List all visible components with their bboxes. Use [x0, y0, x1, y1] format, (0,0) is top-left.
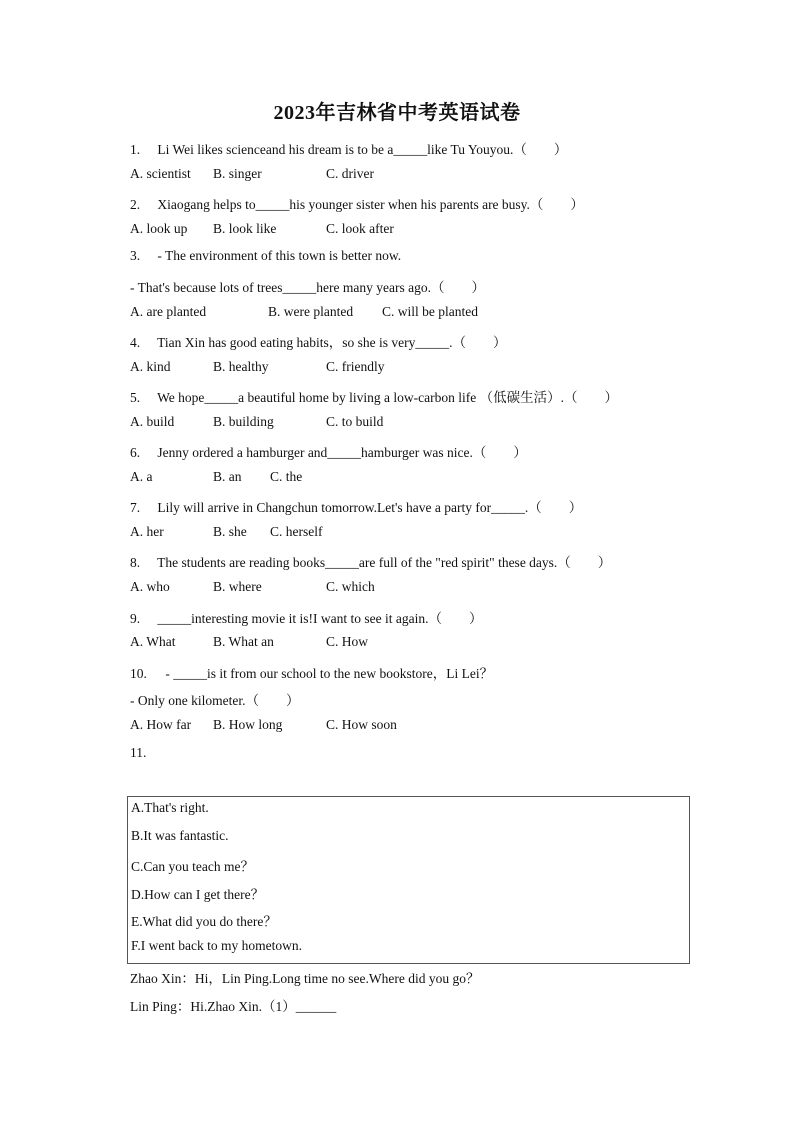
question-3-line-2: - That's because lots of trees_____here many years ago.（ ） [130, 280, 485, 295]
option-a[interactable]: A. kind [130, 359, 171, 374]
option-a[interactable]: A. What [130, 634, 176, 649]
option-b[interactable]: B. What an [213, 634, 274, 649]
question-7 [130, 496, 582, 516]
question-number: 7. [130, 500, 141, 515]
options-box [127, 796, 690, 964]
question-number: 8. [130, 555, 141, 570]
question-number: 9. [130, 611, 141, 626]
option-a[interactable]: A. build [130, 414, 175, 429]
option-b[interactable]: B. singer [213, 166, 262, 181]
option-c[interactable]: C. How soon [326, 717, 397, 732]
question-11 [130, 745, 154, 761]
question-8 [130, 551, 611, 571]
option-b[interactable]: B. healthy [213, 359, 269, 374]
question-text: Lily will arrive in Changchun tomorrow.Let's have a party for_____.（ ） [157, 500, 583, 515]
box-option-b: B.It was fantastic. [131, 828, 229, 843]
question-number: 6. [130, 445, 141, 460]
option-c[interactable]: C. to build [326, 414, 384, 429]
option-a[interactable]: A. How far [130, 717, 192, 732]
option-b[interactable]: B. she [213, 524, 247, 539]
question-4 [130, 331, 507, 351]
question-text: We hope_____a beautiful home by living a low-carbon life （低碳生活）.（ ） [157, 390, 618, 405]
option-c[interactable]: C. herself [270, 524, 323, 539]
question-number: 11. [130, 745, 147, 760]
option-c[interactable]: C. the [270, 469, 303, 484]
box-option-a: A.That's right. [131, 800, 209, 815]
question-number: 4. [130, 335, 141, 350]
option-c[interactable]: C. will be planted [382, 304, 478, 319]
option-a[interactable]: A. scientist [130, 166, 191, 181]
question-3 [130, 248, 401, 264]
question-number: 10. [130, 666, 147, 681]
option-a[interactable]: A. her [130, 524, 164, 539]
question-text: - _____is it from our school to the new bookstore，Li Lei？ [165, 666, 494, 681]
question-number: 3. [130, 248, 141, 263]
page-title: 2023年吉林省中考英语试卷 [273, 102, 521, 124]
question-text: _____interesting movie it is!I want to see it again.（ ） [157, 611, 483, 626]
option-a[interactable]: A. are planted [130, 304, 207, 319]
question-10 [130, 662, 493, 682]
box-option-d: D.How can I get there？ [131, 887, 265, 902]
question-9 [130, 607, 482, 627]
option-a[interactable]: A. a [130, 469, 153, 484]
question-10-line-2: - Only one kilometer.（ ） [130, 693, 300, 708]
question-2 [130, 193, 584, 213]
option-c[interactable]: C. look after [326, 221, 394, 236]
box-option-c: C.Can you teach me？ [131, 859, 254, 874]
option-b[interactable]: B. where [213, 579, 262, 594]
question-text: Xiaogang helps to_____his younger sister when his parents are busy.（ ） [157, 197, 584, 212]
option-b[interactable]: B. building [213, 414, 274, 429]
question-text: The students are reading books_____are full of the "red spirit" these days.（ ） [157, 555, 612, 570]
option-a[interactable]: A. look up [130, 221, 188, 236]
option-c[interactable]: C. driver [326, 166, 374, 181]
box-option-f: F.I went back to my hometown. [131, 938, 303, 953]
question-text: Li Wei likes scienceand his dream is to be a_____like Tu Youyou.（ ） [157, 142, 568, 157]
question-1 [130, 138, 567, 158]
option-b[interactable]: B. were planted [268, 304, 354, 319]
dialog-line-2: Lin Ping：Hi.Zhao Xin.（1）______ [130, 999, 337, 1014]
option-b[interactable]: B. an [213, 469, 242, 484]
box-option-e: E.What did you do there？ [131, 914, 277, 929]
question-text: - The environment of this town is better now. [157, 248, 402, 263]
dialog-line-1: Zhao Xin：Hi，Lin Ping.Long time no see.Where did you go？ [130, 971, 480, 986]
option-b[interactable]: B. How long [213, 717, 283, 732]
question-5 [130, 386, 618, 406]
option-c[interactable]: C. friendly [326, 359, 385, 374]
option-a[interactable]: A. who [130, 579, 170, 594]
question-text: Jenny ordered a hamburger and_____hamburger was nice.（ ） [157, 445, 527, 460]
option-b[interactable]: B. look like [213, 221, 277, 236]
option-c[interactable]: C. How [326, 634, 369, 649]
question-number: 5. [130, 390, 141, 405]
option-c[interactable]: C. which [326, 579, 375, 594]
question-text: Tian Xin has good eating habits，so she is very_____.（ ） [157, 335, 507, 350]
question-6 [130, 441, 527, 461]
question-number: 2. [130, 197, 141, 212]
question-number: 1. [130, 142, 141, 157]
